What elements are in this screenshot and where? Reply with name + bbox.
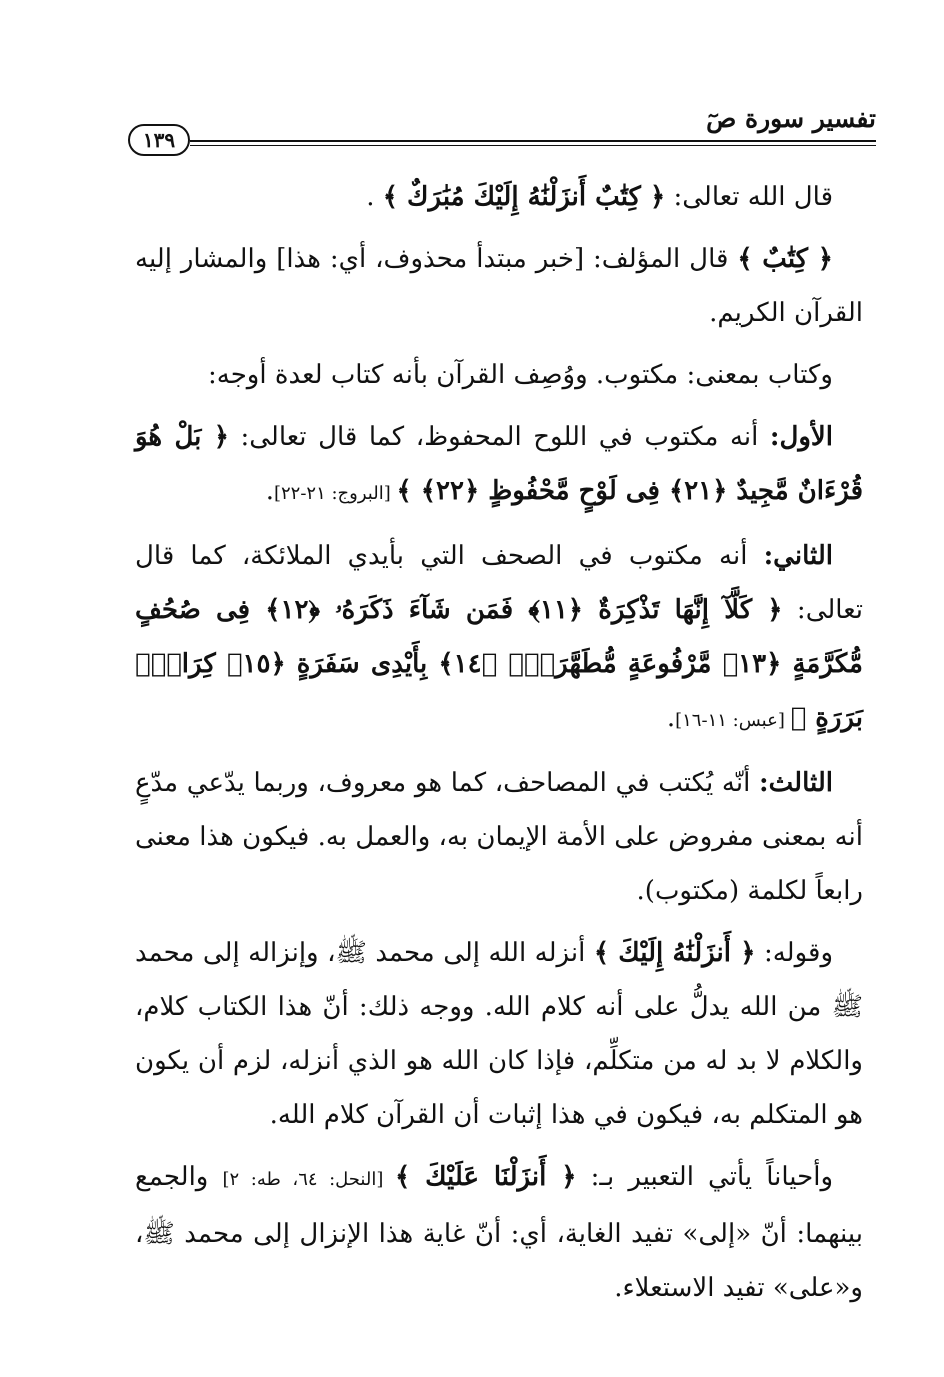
point-heading: الأول: bbox=[769, 422, 833, 452]
paragraph bbox=[135, 1150, 863, 1315]
quran-verse: ﴿ كِتَٰبٌ أَنزَلْنَٰهُ إِلَيْكَ مُبَٰرَكٌ ﴾ bbox=[382, 182, 666, 212]
verse-reference: [النحل: ٦٤، طه: ٢] bbox=[222, 1169, 395, 1190]
paragraph bbox=[135, 529, 863, 748]
text-span: أنه مكتوب في الصحف التي بأيدي الملائكة، كما قال تعالى: bbox=[135, 541, 863, 625]
quran-verse: ﴿ كِتَٰبٌ ﴾ bbox=[737, 244, 834, 274]
text-span: والجمع بينهما: أنّ «إلى» تفيد الغاية، أي: أنّ غاية هذا الإنزال إلى محمد ﷺ، و«على» تفيد الاستعلاء. bbox=[135, 1162, 863, 1303]
text-span: وكتاب بمعنى: مكتوب. ووُصِف القرآن بأنه كتاب لعدة أوجه: bbox=[208, 360, 833, 390]
quran-verse: ﴿ أَنزَلْنَٰهُ إِلَيْكَ ﴾ bbox=[593, 938, 756, 968]
page-body bbox=[135, 170, 863, 1315]
text-span: أنّه يُكتب في المصاحف، كما هو معروف، وربما يدّعي مدّعٍ أنه بمعنى مفروض على الأمة الإيمان به، والعمل به. فيكون هذا معنى رابعاً لكلمة (مكتوب). bbox=[135, 768, 863, 906]
verse-reference: [البروج: ٢١-٢٢] bbox=[273, 483, 397, 504]
page-number: ١٣٩ bbox=[128, 124, 190, 156]
text-span: وقوله: bbox=[755, 938, 833, 968]
text-span: وأحياناً يأتي التعبير بـ: bbox=[576, 1162, 833, 1192]
quran-verse: ﴿ أَنزَلْنَا عَلَيْكَ ﴾ bbox=[394, 1162, 577, 1192]
verse-reference: [عبس: ١١-١٦] bbox=[675, 710, 791, 731]
text-span: . bbox=[366, 182, 383, 212]
text-span: . bbox=[265, 476, 274, 506]
paragraph bbox=[135, 756, 863, 918]
text-span: . bbox=[666, 703, 676, 733]
paragraph bbox=[135, 926, 863, 1142]
point-heading: الثالث: bbox=[759, 768, 833, 798]
paragraph bbox=[135, 232, 863, 340]
point-heading: الثاني: bbox=[763, 541, 833, 571]
header-rule bbox=[190, 140, 876, 146]
text-span: أنه مكتوب في اللوح المحفوظ، كما قال تعالى: bbox=[228, 422, 770, 452]
text-span: أنزله الله إلى محمد ﷺ، وإنزاله إلى محمد ﷺ من الله يدلُّ على أنه كلام الله. ووجه ذلك: أنّ هذا الكتاب كلام، والكلام لا بد له من متكلِّم، فإذا كان الله هو الذي أنزله، لزم أن يكون هو المتكلم به، فيكون في هذا إثبات أن القرآن كلام الله. bbox=[135, 938, 863, 1130]
text-span: قال الله تعالى: bbox=[665, 182, 833, 212]
paragraph bbox=[135, 410, 863, 521]
running-title: تفسير سورة صٓ bbox=[706, 104, 876, 133]
page-header bbox=[128, 100, 876, 160]
paragraph bbox=[135, 348, 863, 402]
paragraph bbox=[135, 170, 863, 224]
text-span: قال المؤلف: [خبر مبتدأ محذوف، أي: هذا] والمشار إليه القرآن الكريم. bbox=[135, 244, 863, 328]
quran-verse: ﴿ بَلْ هُوَ قُرْءَانٌ مَّجِيدٌ ﴿٢١﴾ فِى لَوْحٍ مَّحْفُوظٍ ﴿٢٢﴾ ﴾ bbox=[135, 422, 863, 506]
quran-verse: ﴿ كَلَّآ إِنَّهَا تَذْكِرَةٌ ﴿١١﴾ فَمَن شَآءَ ذَكَرَهُۥ ﴿١٢﴾ فِى صُحُفٍ مُّكَرَّمَةٍ ﴿١٣﴾ مَّرْفُوعَةٍ مُّطَهَّرَةٍۭ ﴿١٤﴾ بِأَيْدِى سَفَرَةٍ ﴿١٥﴾ كِرَامٍۭ بَرَرَةٍ ﴾ bbox=[135, 595, 863, 733]
